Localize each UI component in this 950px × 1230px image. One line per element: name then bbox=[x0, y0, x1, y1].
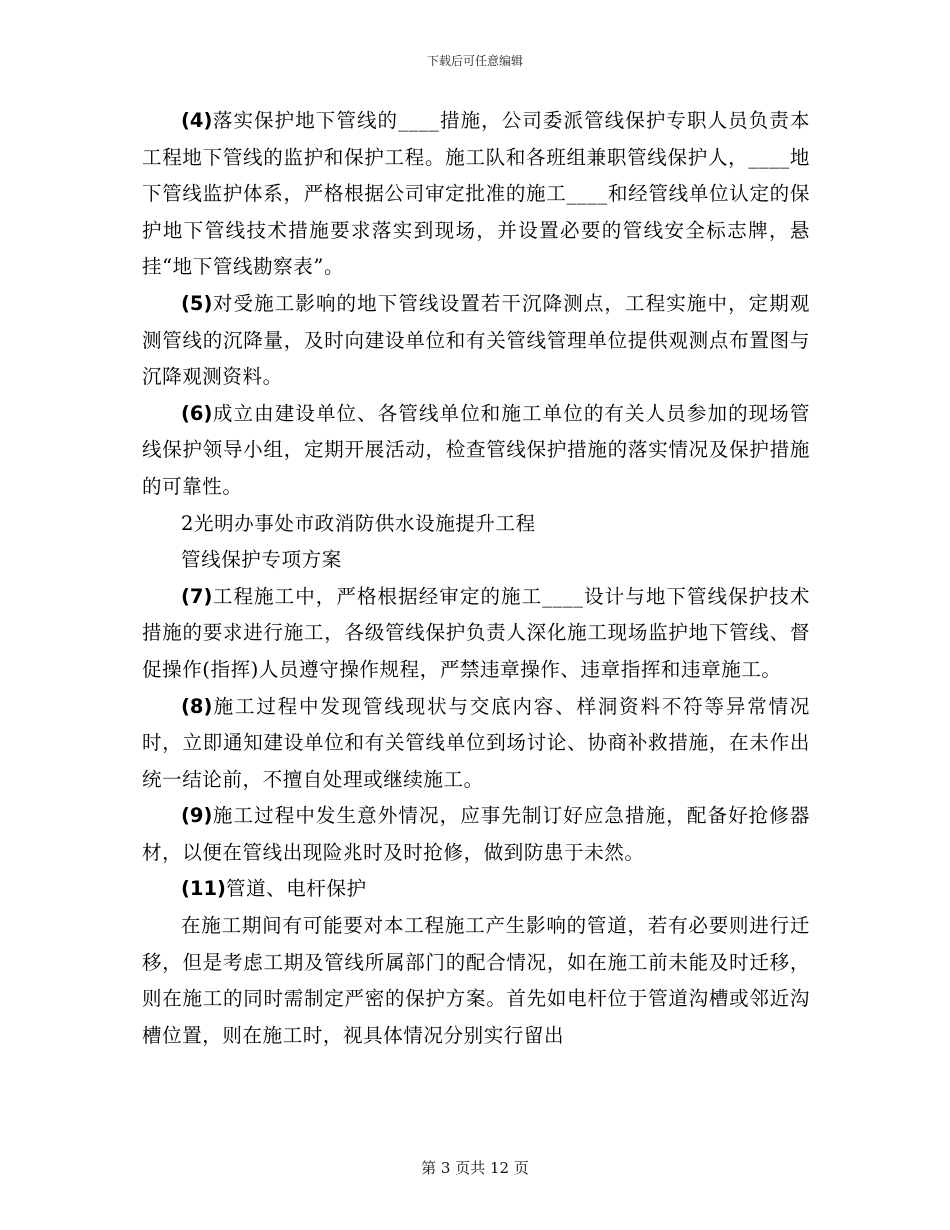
paragraph-text: 管线保护专项方案 bbox=[181, 548, 342, 572]
item-number: (4) bbox=[181, 109, 213, 132]
paragraph-text: 施工过程中发现管线现状与交底内容、样洞资料不符等异常情况时，立即通知建设单位和有关管线单位到场讨论、协商补救措施，在未作出统一结论前，不擅自处理或继续施工。 bbox=[142, 694, 810, 791]
document-body bbox=[142, 103, 810, 1054]
paragraph-4 bbox=[142, 103, 810, 286]
paragraph-text: 在施工期间有可能要对本工程施工产生影响的管道，若有必要则进行迁移，但是考虑工期及管线所属部门的配合情况，如在施工前未能及时迁移，则在施工的同时需制定严密的保护方案。首先如电杆位于管道沟槽或邻近沟槽位置，则在施工时，视具体情况分别实行留出 bbox=[142, 914, 810, 1047]
item-number: (7) bbox=[181, 584, 213, 608]
item-number: (5) bbox=[181, 291, 213, 315]
paragraph-text: 落实保护地下管线的____措施，公司委派管线保护专职人员负责本工程地下管线的监护和保护工程。施工队和各班组兼职管线保护人，____地下管线监护体系，严格根据公司审定批准的施工____和经管线单位认定的保护地下管线技术措施要求落实到现场，并设置必要的管线安全标志牌，悬挂“地下管线勘察表”。 bbox=[142, 109, 810, 279]
paragraph-5 bbox=[142, 286, 810, 396]
project-subtitle-line bbox=[142, 542, 810, 579]
paragraph-text: 2光明办事处市政消防供水设施提升工程 bbox=[181, 511, 536, 535]
item-number: (8) bbox=[181, 694, 213, 718]
paragraph-9 bbox=[142, 798, 810, 871]
page-header: 下载后可任意编辑 bbox=[426, 54, 523, 68]
paragraph-text: 对受施工影响的地下管线设置若干沉降测点，工程实施中，定期观测管线的沉降量，及时向建设单位和有关管线管理单位提供观测点布置图与沉降观测资料。 bbox=[142, 291, 810, 389]
paragraph-8 bbox=[142, 689, 810, 799]
paragraph-text: 施工过程中发生意外情况，应事先制订好应急措施，配备好抢修器材，以便在管线出现险兆时及时抢修，做到防患于未然。 bbox=[142, 804, 810, 864]
paragraph-text: 管道、电杆保护 bbox=[225, 877, 367, 901]
page-footer: 第 3 页共 12 页 bbox=[421, 1159, 529, 1177]
paragraph-6 bbox=[142, 396, 810, 506]
paragraph-text: 成立由建设单位、各管线单位和施工单位的有关人员参加的现场管线保护领导小组，定期开展活动，检查管线保护措施的落实情况及保护措施的可靠性。 bbox=[142, 401, 810, 498]
paragraph-7 bbox=[142, 579, 810, 689]
item-number: (9) bbox=[181, 804, 213, 828]
project-title-line bbox=[142, 506, 810, 543]
paragraph-pipe-pole bbox=[142, 908, 810, 1054]
item-number: (6) bbox=[181, 401, 213, 425]
section-heading-11 bbox=[142, 871, 810, 908]
paragraph-text: 工程施工中，严格根据经审定的施工____设计与地下管线保护技术措施的要求进行施工，各级管线保护负责人深化施工现场监护地下管线、督促操作(指挥)人员遵守操作规程，严禁违章操作、违章指挥和违章施工。 bbox=[142, 584, 810, 681]
item-number: (11) bbox=[181, 877, 226, 901]
